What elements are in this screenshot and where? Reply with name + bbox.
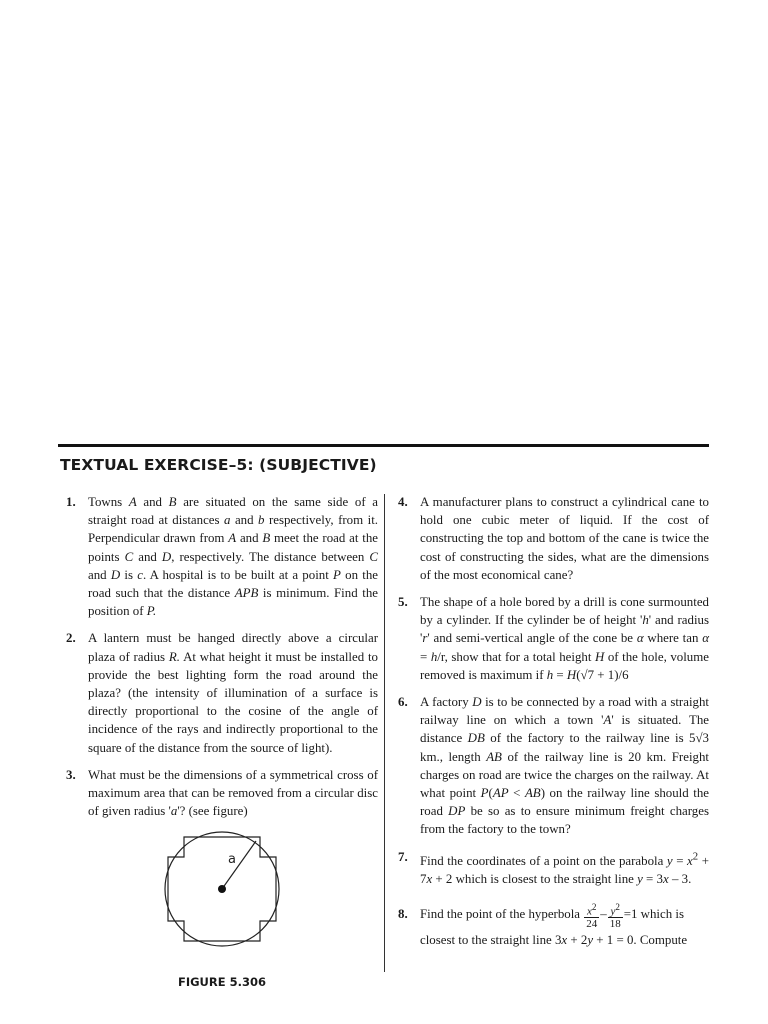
center-dot	[218, 885, 226, 893]
exercise-number: 4.	[398, 495, 408, 509]
exercise-number: 6.	[398, 695, 408, 710]
exercise-number: 5.	[398, 595, 408, 610]
radius-label: a	[228, 852, 236, 868]
exercise-text: The shape of a hole bored by a drill is cone surmounted by a cylinder. If the cylinder be of height 'h' and radius 'r' and semi-vertical angle of the cone be α where tan α = h/r, show that for a total height H of the hole, volume removed is maximum if h = H(√7 + 1)/6	[420, 595, 710, 682]
exercise-text: Towns A and B are situated on the same side of a straight road at distances a and b respectively, from it. Perpendicular drawn from A and B meet the road at the points C and D, respectively. The distance between C and D is c. A hospital is to be built at a point P on the road such that the distance APB is minimum. Find the position of P.	[88, 495, 379, 619]
exercise-text: A manufacturer plans to construct a cylindrical cane to hold one cubic meter of liquid. If the cost of constructing the top and bottom of the cane is twice the cost of constructing the sides, what are the dimensions of the most economical cane?	[420, 495, 709, 582]
exercise-number: 2.	[66, 631, 76, 646]
column-divider	[384, 494, 385, 972]
exercise-number: 8.	[398, 907, 408, 922]
exercise-number: 3.	[66, 767, 76, 782]
exercise-5	[398, 593, 709, 684]
exercise-text: Find the coordinates of a point on the parabola $y = x^2 + 7x + 2$ which is closest to the straight line y = 3x – 3.	[420, 850, 709, 887]
top-rule	[58, 444, 709, 447]
exercise-7	[398, 848, 709, 889]
exercise-1	[66, 493, 378, 620]
exercise-number: 1.	[66, 495, 76, 509]
exercise-8	[398, 897, 709, 949]
exercise-6	[398, 693, 709, 839]
exercise-3	[66, 766, 378, 821]
section-heading: TEXTUAL EXERCISE–5: (SUBJECTIVE)	[60, 456, 377, 474]
exercise-number: 7.	[398, 849, 408, 864]
right-column	[398, 493, 709, 959]
exercise-text: A factory D is to be connected by a road with a straight railway line on which a town 'A' is situated. The distance DB of the factory to the railway line is 5√3 km., length AB of the railway line is 20 km. Freight charges on road are twice the charges on the railway. At what point P(AP < AB) on the railway line should the road DP be so as to ensure minimum freight charges from the factory to the town?	[420, 695, 709, 837]
cross-in-circle-diagram	[162, 829, 282, 949]
figure-caption: FIGURE 5.306	[177, 975, 266, 990]
exercise-text: Find the point of the hyperbola $\frac{x^2}{24}$ – $\frac{y^2}{18}$ =1 which is closest to the straight line 3x + 2y + 1 = 0. Compute	[420, 901, 688, 948]
left-column	[66, 493, 378, 989]
figure-5-306	[66, 829, 378, 989]
exercise-4	[398, 493, 709, 584]
exercise-text: A lantern must be hanged directly above a circular plaza of radius R. At what height it must be installed to provide the best lighting form the road around the plaza? (the intensity of illumination of a surface is directly proportional to the cosine of the angle of incidence of the rays and indirectly proportional to the square of the distance from the source of light).	[88, 631, 378, 755]
exercise-text: What must be the dimensions of a symmetrical cross of maximum area that can be removed from a circular disc of given radius 'a'? (see figure)	[88, 767, 378, 819]
exercise-2	[66, 629, 378, 756]
